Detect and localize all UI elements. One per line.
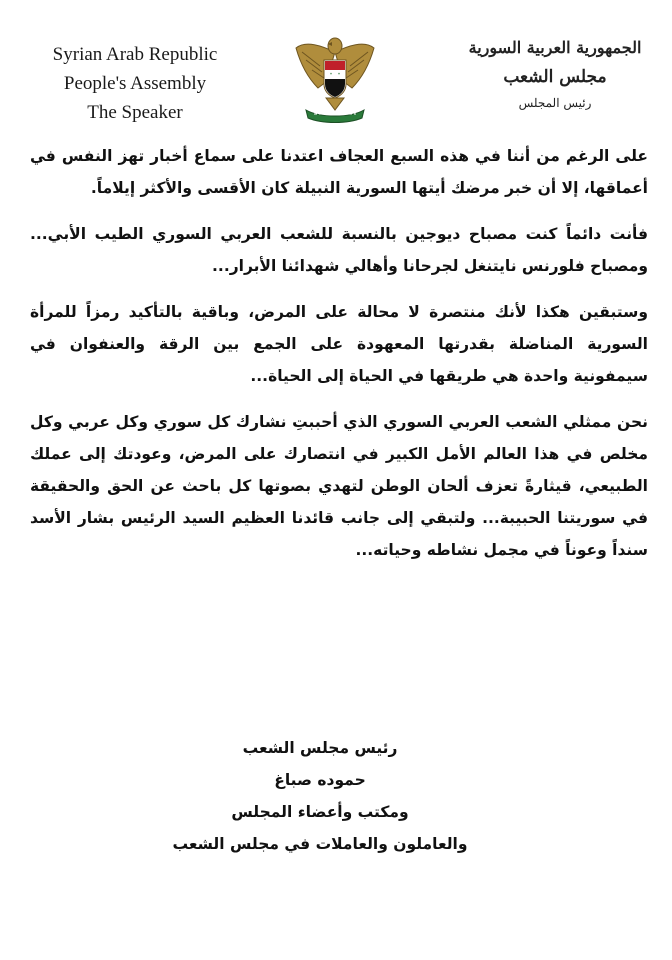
letterhead-assembly-arabic: مجلس الشعب bbox=[503, 67, 607, 87]
letterhead-english bbox=[30, 40, 240, 127]
letterhead-country: Syrian Arab Republic bbox=[52, 44, 218, 65]
paragraph: نحن ممثلي الشعب العربي السوري الذي أحببتِ نشارك كل سوري وكل عربي وكل مخلص في هذا العالم الأمل الكبير في انتصارك على المرض، وعودتك إلى عملك الطبيعي، قيثارةً تعزف ألحان الوطن لتهدي بصوتها كل باحث عن الحق والحقيقة في سوريتنا الحبيبة... ولتبقي إلى جانب قائدنا العظيم السيد الرئيس بشار الأسد سنداً وعوناً في مجمل نشاطه وحياته... bbox=[30, 413, 648, 559]
letterhead-country-arabic: الجمهورية العربية السورية bbox=[468, 38, 642, 57]
letter-body bbox=[30, 140, 648, 580]
signature-block bbox=[160, 732, 480, 860]
paragraph: فأنت دائماً كنت مصباح ديوجين بالنسبة للشعب العربي السوري الطيب الأبي... ومصباح فلورنس نايتنغل لجرحانا وأهالي شهدائنا الأبرار... bbox=[30, 225, 648, 275]
signature-staff: والعاملون والعاملات في مجلس الشعب bbox=[172, 835, 468, 853]
letterhead-arabic bbox=[455, 34, 655, 114]
signature-name: حموده صباغ bbox=[274, 771, 366, 789]
signature-office: ومكتب وأعضاء المجلس bbox=[231, 803, 409, 821]
signature-title: رئيس مجلس الشعب bbox=[242, 739, 398, 757]
letterhead-speaker: The Speaker bbox=[87, 102, 183, 123]
letterhead bbox=[0, 0, 672, 150]
paragraph: وستبقين هكذا لأنك منتصرة لا محالة على المرض، وباقية بالتأكيد رمزاً للمرأة السورية المناضلة بقدرتها المعهودة على الجمع بين الرقة والعنفوان في سيمفونية واحدة هي طريقها في الحياة إلى الحياة... bbox=[30, 303, 648, 385]
letterhead-speaker-arabic: رئيس المجلس bbox=[518, 96, 592, 110]
syrian-eagle-emblem-icon bbox=[292, 32, 378, 124]
letterhead-assembly: People's Assembly bbox=[63, 73, 207, 94]
paragraph: على الرغم من أننا في هذه السبع العجاف اعتدنا على سماع أخبار تهز النفس في أعماقها، إلا أن خبر مرضك أيتها السورية النبيلة كان الأقسى والأكثر إيلاماً. bbox=[30, 147, 648, 197]
